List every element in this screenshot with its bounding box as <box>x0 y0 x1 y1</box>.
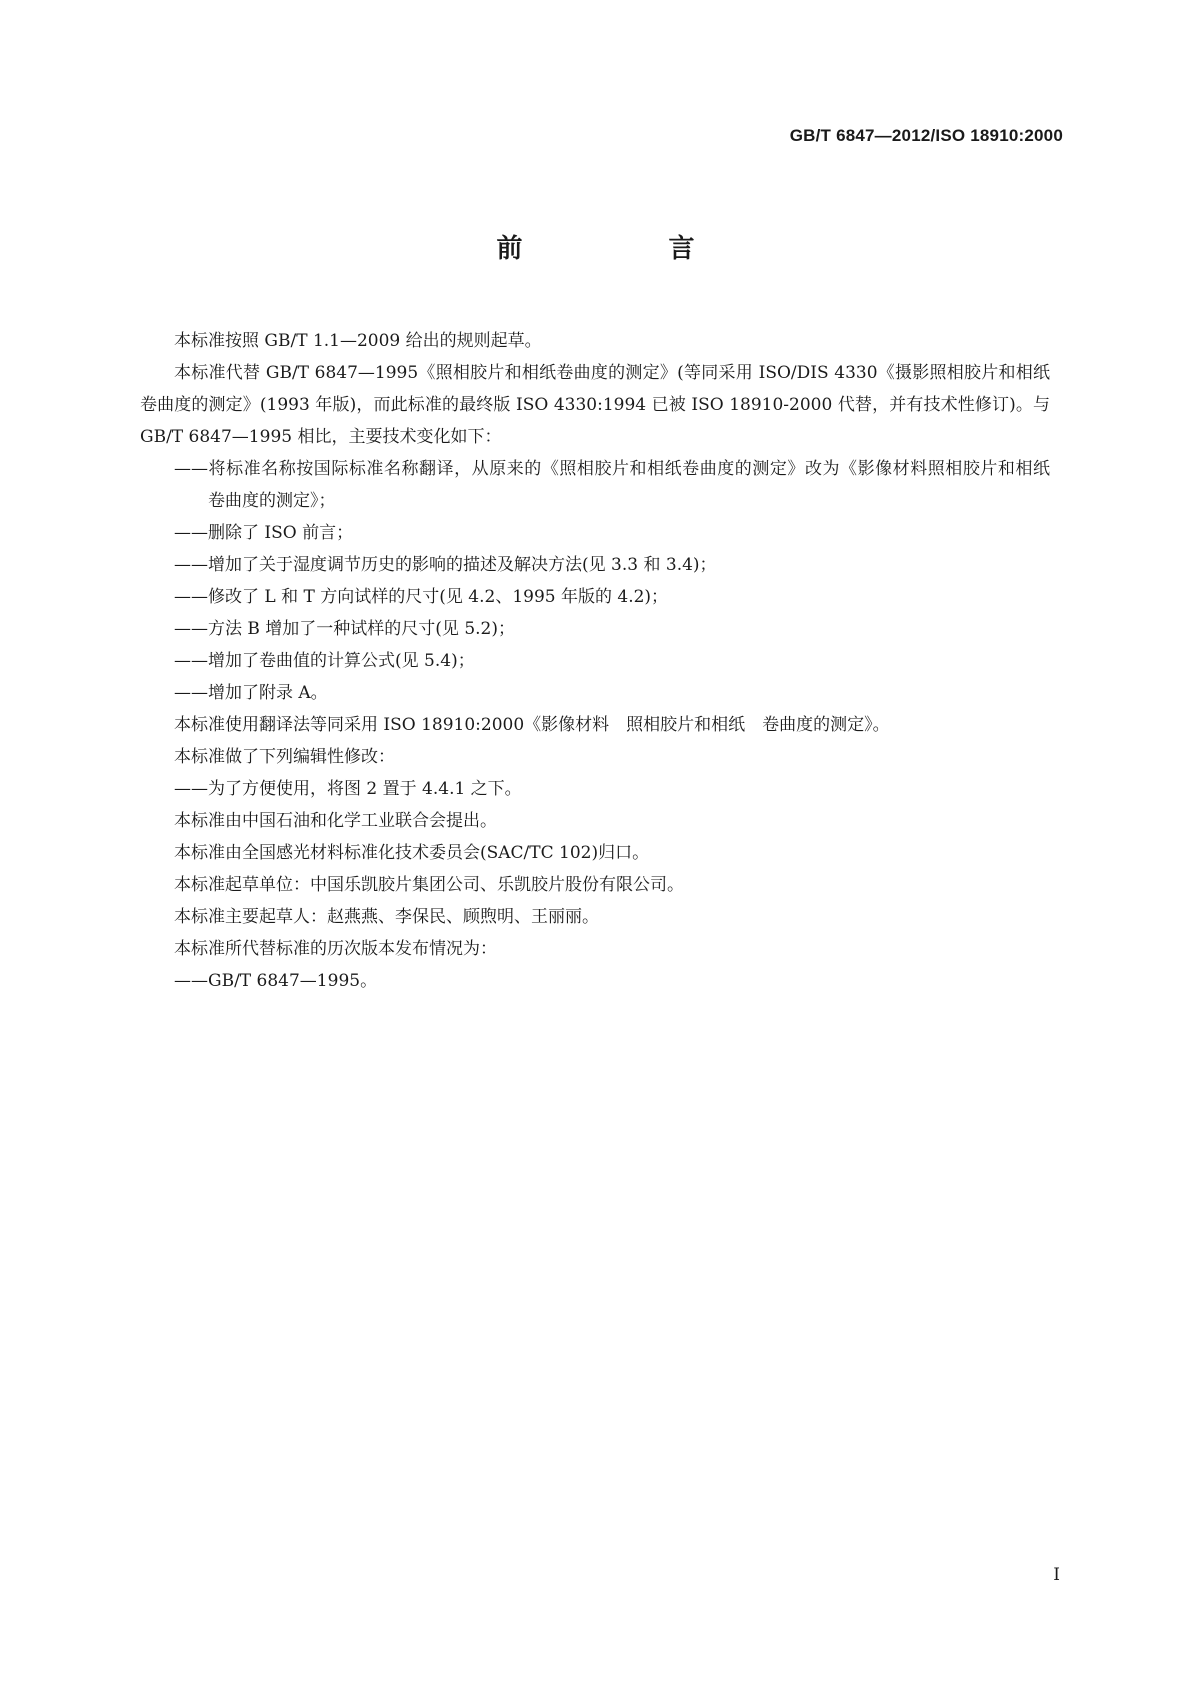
list-item: ——GB/T 6847—1995。 <box>174 971 378 991</box>
paragraph-drafting-rules: 本标准按照 GB/T 1.1—2009 给出的规则起草。 <box>174 331 542 351</box>
paragraph-proposer: 本标准由中国石油和化学工业联合会提出。 <box>174 811 497 831</box>
paragraph-drafting-unit: 本标准起草单位：中国乐凯胶片集团公司、乐凯胶片股份有限公司。 <box>174 875 684 895</box>
paragraph-adoption: 本标准使用翻译法等同采用 ISO 18910:2000《影像材料 照相胶片和相纸 卷曲度的测定》。 <box>174 715 890 735</box>
foreword-body <box>140 325 1067 997</box>
list-item: ——增加了卷曲值的计算公式(见 5.4)； <box>174 651 475 671</box>
paragraph-drafters: 本标准主要起草人：赵燕燕、李保民、顾煦明、王丽丽。 <box>174 907 599 927</box>
list-item: ——修改了 L 和 T 方向试样的尺寸(见 4.2、1995 年版的 4.2)； <box>174 587 669 607</box>
paragraph-history: 本标准所代替标准的历次版本发布情况为： <box>174 939 497 959</box>
list-item: ——增加了附录 A。 <box>174 683 328 703</box>
list-item: ——删除了 ISO 前言； <box>174 523 354 543</box>
paragraph-editorial: 本标准做了下列编辑性修改： <box>174 747 395 767</box>
list-item: ——增加了关于湿度调节历史的影响的描述及解决方法(见 3.3 和 3.4)； <box>174 555 717 575</box>
paragraph-committee: 本标准由全国感光材料标准化技术委员会(SAC/TC 102)归口。 <box>174 843 650 863</box>
paragraph-replacement: 本标准代替 GB/T 6847—1995《照相胶片和相纸卷曲度的测定》(等同采用 ISO/DIS 4330《摄影照相胶片和相纸卷曲度的测定》(1993 年版)，而此标准的最终版 ISO 4330:1994 已被 ISO 18910-2000 代替，并有技术性修订)。与 GB/T 6847—1995 相比，主要技术变化如下： <box>140 363 1050 447</box>
list-item: ——将标准名称按国际标准名称翻译，从原来的《照相胶片和相纸卷曲度的测定》改为《影像材料照相胶片和相纸 卷曲度的测定》； <box>174 459 1067 511</box>
page-number: I <box>1053 1565 1060 1585</box>
page-title: 前 言 <box>496 234 755 264</box>
list-item: ——方法 B 增加了一种试样的尺寸(见 5.2)； <box>174 619 516 639</box>
standard-code: GB/T 6847—2012/ISO 18910:2000 <box>789 126 1063 145</box>
list-item: ——为了方便使用，将图 2 置于 4.4.1 之下。 <box>174 779 522 799</box>
